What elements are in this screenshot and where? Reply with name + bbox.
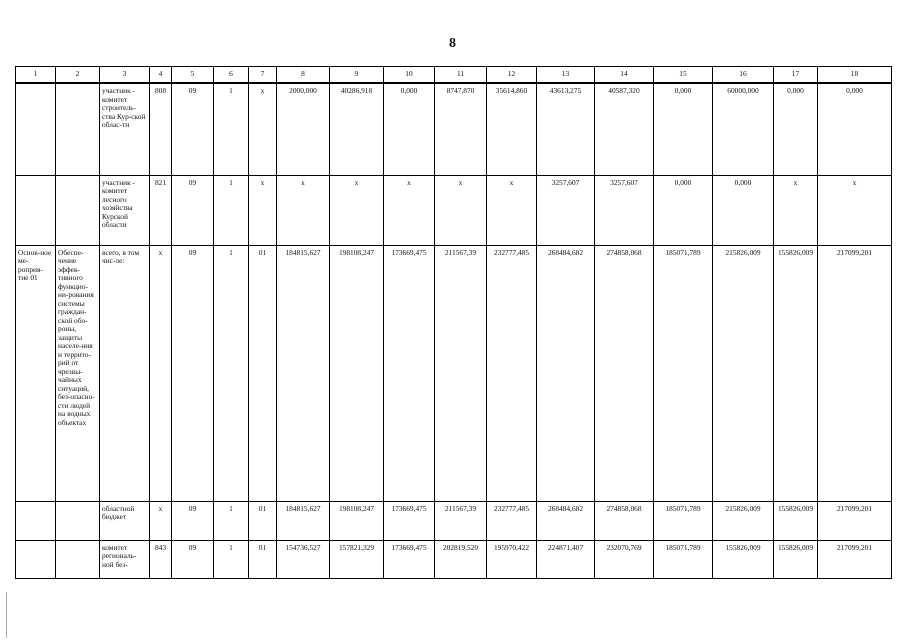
table-row [16,501,892,540]
row-item-label [16,175,56,245]
scan-edge-mark [6,592,7,638]
table-cell: 0,000 [818,83,892,175]
table-cell: 1 [214,540,249,578]
row-item-label [16,501,56,540]
table-cell: 155826,009 [774,501,818,540]
row-item-description [56,175,100,245]
column-header: 5 [172,67,214,84]
table-cell: х [330,175,384,245]
table-cell: 217099,201 [818,540,892,578]
table-cell: х [150,245,172,501]
column-header: 11 [435,67,487,84]
table-cell: 40587,320 [595,83,654,175]
column-header: 8 [277,67,330,84]
table-cell: 154736,527 [277,540,330,578]
table-cell: 217099,201 [818,501,892,540]
table-cell: 185071,789 [654,540,713,578]
table-cell: 1 [214,175,249,245]
column-header: 16 [713,67,774,84]
table-cell: х [818,175,892,245]
row-item-description [56,83,100,175]
table-cell: 274858,068 [595,245,654,501]
table-cell: 202819,520 [435,540,487,578]
table-cell: 09 [172,175,214,245]
table-cell: 198108,247 [330,245,384,501]
table-cell: 01 [249,540,277,578]
table-cell: 155826,009 [774,245,818,501]
row-participant: всего, в том чис-ле: [100,245,150,501]
row-item-description: Обеспе-чение эффек-тивного функцио-ни-рования системы граждан-ской обо-роны, защиты населе-ния и террито-рий от чрезвы-чайных ситуаций, без-опасно-сти людей на водных объектах [56,245,100,501]
column-header: 13 [537,67,595,84]
column-header: 18 [818,67,892,84]
table-cell: 232070,769 [595,540,654,578]
table-cell: 35614,860 [487,83,537,175]
table-cell: 3257,607 [595,175,654,245]
table-cell: 157821,329 [330,540,384,578]
table-cell: х [774,175,818,245]
column-header: 9 [330,67,384,84]
table-cell: 01 [249,245,277,501]
row-item-label [16,540,56,578]
column-header: 17 [774,67,818,84]
table-cell: 232777,485 [487,245,537,501]
table-cell: 1 [214,501,249,540]
table-cell: 185071,789 [654,501,713,540]
table-cell: 211567,39 [435,245,487,501]
table-cell: 0,000 [654,83,713,175]
table-cell: 3257,607 [537,175,595,245]
column-header: 12 [487,67,537,84]
table-cell: 198108,247 [330,501,384,540]
table-cell: 215826,009 [713,501,774,540]
column-header: 14 [595,67,654,84]
table-cell: х [249,175,277,245]
row-item-description [56,540,100,578]
table-cell: 60000,000 [713,83,774,175]
table-cell: 1 [214,245,249,501]
table-cell: 09 [172,540,214,578]
table-cell: 8747,870 [435,83,487,175]
table-cell: 232777,485 [487,501,537,540]
table-cell: х [249,83,277,175]
table-cell: 821 [150,175,172,245]
table-cell: 224871,407 [537,540,595,578]
table-cell: 09 [172,245,214,501]
row-participant: участник - комитет лесного хозяйства Курской области [100,175,150,245]
column-header: 2 [56,67,100,84]
table-cell: 268484,682 [537,245,595,501]
column-header: 3 [100,67,150,84]
table-cell: 0,000 [774,83,818,175]
table-cell: 184815,627 [277,245,330,501]
row-item-label: Основ-ное ме-роприя-тие 01 [16,245,56,501]
table-cell: х [150,501,172,540]
header-row [16,67,892,84]
table-cell: х [487,175,537,245]
table-cell: 808 [150,83,172,175]
table-row [16,83,892,175]
table-cell: 195970,422 [487,540,537,578]
table-cell: 274858,068 [595,501,654,540]
page-number: 8 [449,36,456,51]
table-row [16,175,892,245]
table-cell: 155826,009 [774,540,818,578]
table-row [16,540,892,578]
table-cell: 185071,789 [654,245,713,501]
table-cell: х [435,175,487,245]
table-row [16,245,892,501]
table-cell: 0,000 [384,83,435,175]
table-cell: х [277,175,330,245]
column-header: 7 [249,67,277,84]
row-participant: областной бюджет [100,501,150,540]
table-cell: 0,000 [654,175,713,245]
table-cell: 2000,000 [277,83,330,175]
row-item-label [16,83,56,175]
table-cell: 173669,475 [384,245,435,501]
table-cell: 173669,475 [384,540,435,578]
column-header: 15 [654,67,713,84]
budget-table [15,66,892,579]
table-cell: х [384,175,435,245]
row-item-description [56,501,100,540]
table-cell: 1 [214,83,249,175]
column-header: 6 [214,67,249,84]
table-cell: 184815,627 [277,501,330,540]
table-cell: 268484,682 [537,501,595,540]
table-cell: 0,000 [713,175,774,245]
table-cell: 09 [172,501,214,540]
column-header: 1 [16,67,56,84]
table-cell: 217099,201 [818,245,892,501]
table-cell: 843 [150,540,172,578]
column-header: 10 [384,67,435,84]
column-header: 4 [150,67,172,84]
table-cell: 155826,009 [713,540,774,578]
table-cell: 173669,475 [384,501,435,540]
row-participant: комитет региональ-ной без- [100,540,150,578]
table-cell: 09 [172,83,214,175]
table-cell: 211567,39 [435,501,487,540]
table-cell: 40286,918 [330,83,384,175]
row-participant: участник - комитет строитель-ства Кур-ской облас-ти [100,83,150,175]
table-cell: 215826,009 [713,245,774,501]
table-cell: 43613,275 [537,83,595,175]
table-cell: 01 [249,501,277,540]
